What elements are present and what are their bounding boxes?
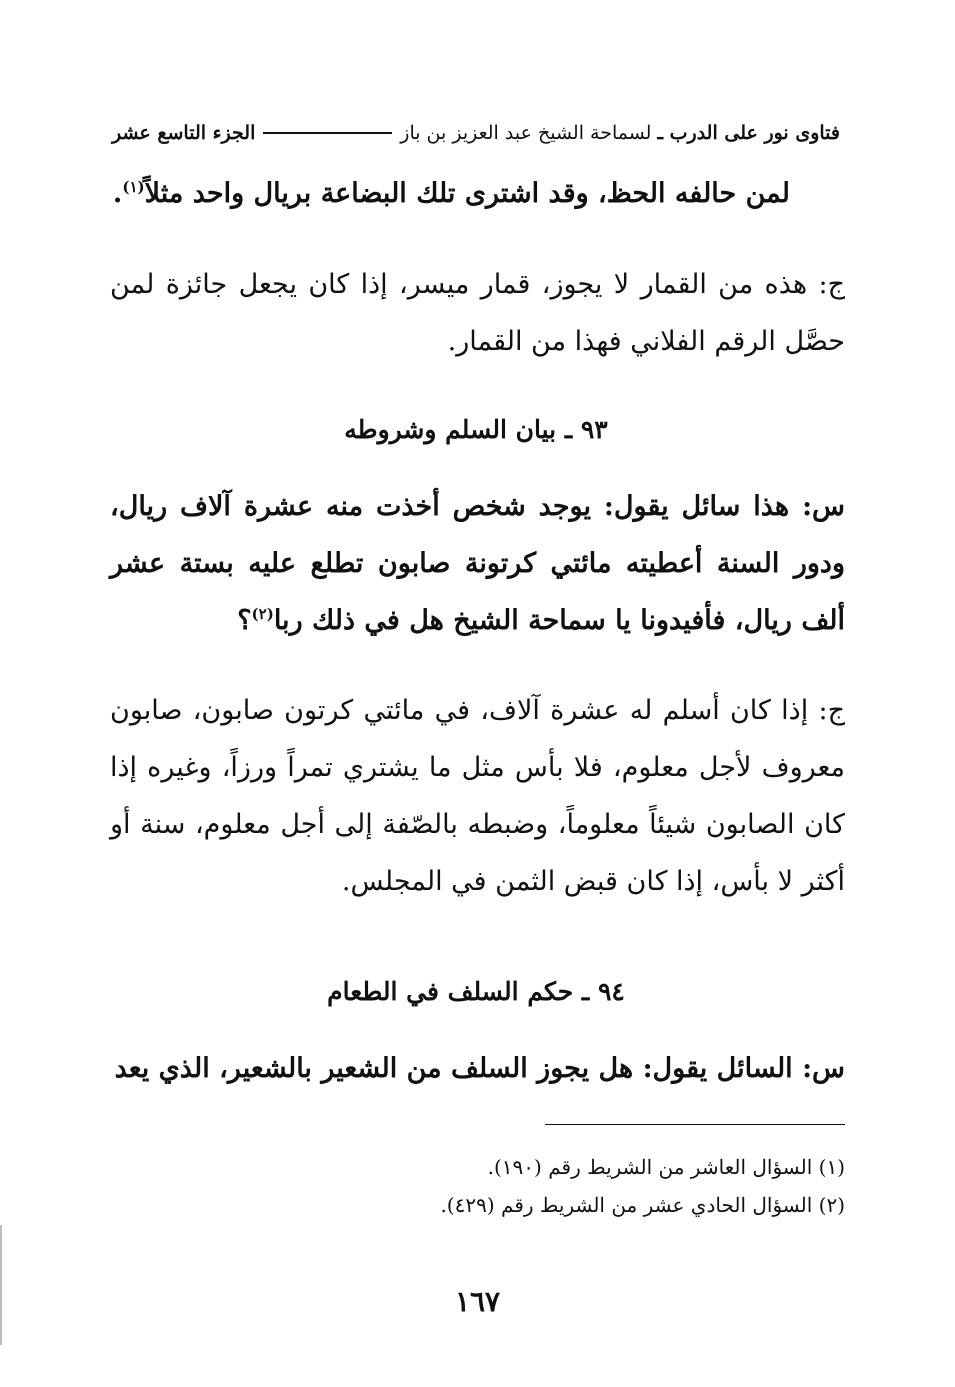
question-paragraph-94: س: السائل يقول: هل يجوز السلف من الشعير بالشعير، الذي يعد <box>114 1053 845 1084</box>
footnote-1: (١) السؤال العاشر من الشريط رقم (١٩٠). <box>487 1155 845 1179</box>
paragraph-continuation-text: لمن حالفه الحظ، وقد اشترى تلك البضاعة بريال واحد مثلاً <box>144 178 790 209</box>
footnote-ref-1: (١) <box>122 178 145 196</box>
header-rule <box>263 132 392 134</box>
footnote-ref-2: (٢) <box>251 605 274 623</box>
paragraph-continuation <box>110 165 845 222</box>
footnote-2: (٢) السؤال الحادي عشر من الشريط رقم (٤٢٩). <box>440 1193 845 1217</box>
section-heading-93: ٩٣ ـ بيان السلم وشروطه <box>344 415 608 444</box>
book-title: فتاوى نور على الدرب ـ <box>657 122 840 144</box>
section-heading-94: ٩٤ ـ حكم السلف في الطعام <box>327 977 625 1006</box>
author-name: لسماحة الشيخ عبد العزيز بن باز <box>400 122 652 144</box>
question-end-93: ؟ <box>237 605 252 636</box>
question-paragraph-93 <box>110 478 845 649</box>
page-number: ١٦٧ <box>454 1285 501 1318</box>
footnotes <box>110 1148 845 1224</box>
running-header <box>112 118 840 148</box>
answer-paragraph-1: ج: هذه من القمار لا يجوز، قمار ميسر، إذا كان يجعل جائزة لمن حصَّل الرقم الفلاني فهذا من القمار. <box>110 269 845 357</box>
scan-edge-marks <box>0 1225 5 1345</box>
paragraph-continuation-end: . <box>112 178 123 209</box>
question-text-93: س: هذا سائل يقول: يوجد شخص أخذت منه عشرة آلاف ريال، ودور السنة أعطيته مائتي كرتونة صابون تطلع عليه بستة عشر ألف ريال، فأفيدونا يا سماحة الشيخ هل في ذلك ربا <box>110 491 845 636</box>
answer-paragraph-93: ج: إذا كان أسلم له عشرة آلاف، في مائتي كرتون صابون، صابون معروف لأجل معلوم، فلا بأس مثل ما يشتري تمراً ورزاً، وغيره إذا كان الصابون شيئاً معلوماً، وضبطه بالصّفة إلى أجل معلوم، سنة أو أكثر لا بأس، إذا كان قبض الثمن في المجلس. <box>110 695 845 897</box>
volume-label: الجزء التاسع عشر <box>112 122 256 144</box>
footnote-separator <box>545 1124 845 1125</box>
